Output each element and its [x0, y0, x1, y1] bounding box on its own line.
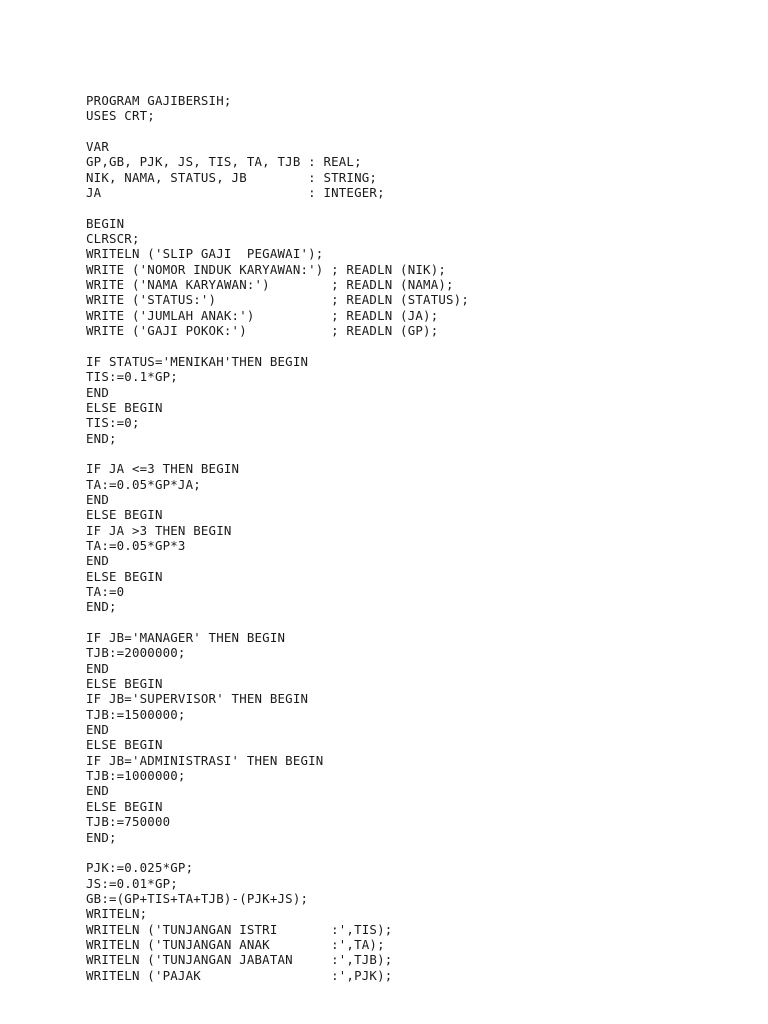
code-line: GP,GB, PJK, JS, TIS, TA, TJB : REAL; — [86, 154, 362, 170]
code-line — [86, 615, 469, 630]
code-line: WRITELN ('PAJAK :',PJK); — [86, 967, 393, 983]
code-line: TA:=0 — [86, 584, 125, 599]
code-line: ELSE BEGIN — [86, 568, 163, 584]
code-line: WRITE ('GAJI POKOK:') ; READLN (GP); — [86, 323, 439, 339]
code-line — [86, 446, 469, 461]
code-line — [86, 124, 469, 139]
code-line: JS:=0.01*GP; — [86, 875, 178, 891]
code-line: GB:=(GP+TIS+TA+TJB)-(PJK+JS); — [86, 890, 309, 906]
code-line: WRITELN ('TUNJANGAN ISTRI :',TIS); — [86, 921, 393, 937]
code-line: END — [86, 660, 109, 676]
code-line — [86, 845, 469, 860]
code-line: BEGIN — [86, 215, 125, 231]
code-line: IF JA >3 THEN BEGIN — [86, 522, 232, 538]
code-line: ELSE BEGIN — [86, 676, 163, 692]
code-line: WRITE ('JUMLAH ANAK:') ; READLN (JA); — [86, 307, 439, 323]
code-line: TJB:=1500000; — [86, 706, 186, 722]
code-line: END — [86, 491, 109, 507]
code-line: WRITELN; — [86, 906, 148, 922]
code-line: NIK, NAMA, STATUS, JB : STRING; — [86, 169, 378, 185]
code-line: ELSE BEGIN — [86, 507, 163, 523]
code-line: WRITE ('NOMOR INDUK KARYAWAN:') ; READLN (NIK); — [86, 261, 447, 277]
pascal-source-code — [86, 93, 469, 983]
code-line: WRITE ('NAMA KARYAWAN:') ; READLN (NAMA); — [86, 277, 454, 293]
code-line: PJK:=0.025*GP; — [86, 860, 194, 876]
code-line: END; — [86, 829, 117, 845]
code-line: END — [86, 783, 109, 799]
code-line: IF JA <=3 THEN BEGIN — [86, 461, 240, 477]
code-line: ELSE BEGIN — [86, 798, 163, 814]
code-line: PROGRAM GAJIBERSIH; — [86, 93, 232, 108]
code-line: WRITELN ('TUNJANGAN JABATAN :',TJB); — [86, 952, 393, 968]
code-line: TJB:=1000000; — [86, 768, 186, 784]
code-line: ELSE BEGIN — [86, 737, 163, 753]
code-line: CLRSCR; — [86, 231, 140, 247]
code-line — [86, 200, 469, 215]
code-line: TJB:=2000000; — [86, 645, 186, 661]
code-line: END; — [86, 430, 117, 446]
code-line: TIS:=0; — [86, 415, 140, 431]
code-line: IF JB='MANAGER' THEN BEGIN — [86, 630, 286, 646]
code-line: IF JB='ADMINISTRASI' THEN BEGIN — [86, 752, 324, 768]
code-line: VAR — [86, 139, 109, 155]
code-line: WRITELN ('TUNJANGAN ANAK :',TA); — [86, 936, 385, 952]
code-line: END — [86, 553, 109, 569]
code-line: JA : INTEGER; — [86, 185, 385, 201]
code-line: TA:=0.05*GP*JA; — [86, 476, 201, 492]
code-line: END; — [86, 599, 117, 615]
code-line: IF JB='SUPERVISOR' THEN BEGIN — [86, 691, 309, 707]
code-line: TIS:=0.1*GP; — [86, 369, 178, 385]
code-line: WRITE ('STATUS:') ; READLN (STATUS); — [86, 292, 469, 308]
code-line: WRITELN ('SLIP GAJI PEGAWAI'); — [86, 246, 324, 262]
code-line — [86, 339, 469, 354]
code-line: END — [86, 722, 109, 738]
code-line: USES CRT; — [86, 108, 155, 124]
code-line: IF STATUS='MENIKAH'THEN BEGIN — [86, 353, 309, 369]
code-line: ELSE BEGIN — [86, 399, 163, 415]
code-line: TJB:=750000 — [86, 814, 171, 830]
code-line: TA:=0.05*GP*3 — [86, 537, 186, 553]
code-line: END — [86, 384, 109, 400]
